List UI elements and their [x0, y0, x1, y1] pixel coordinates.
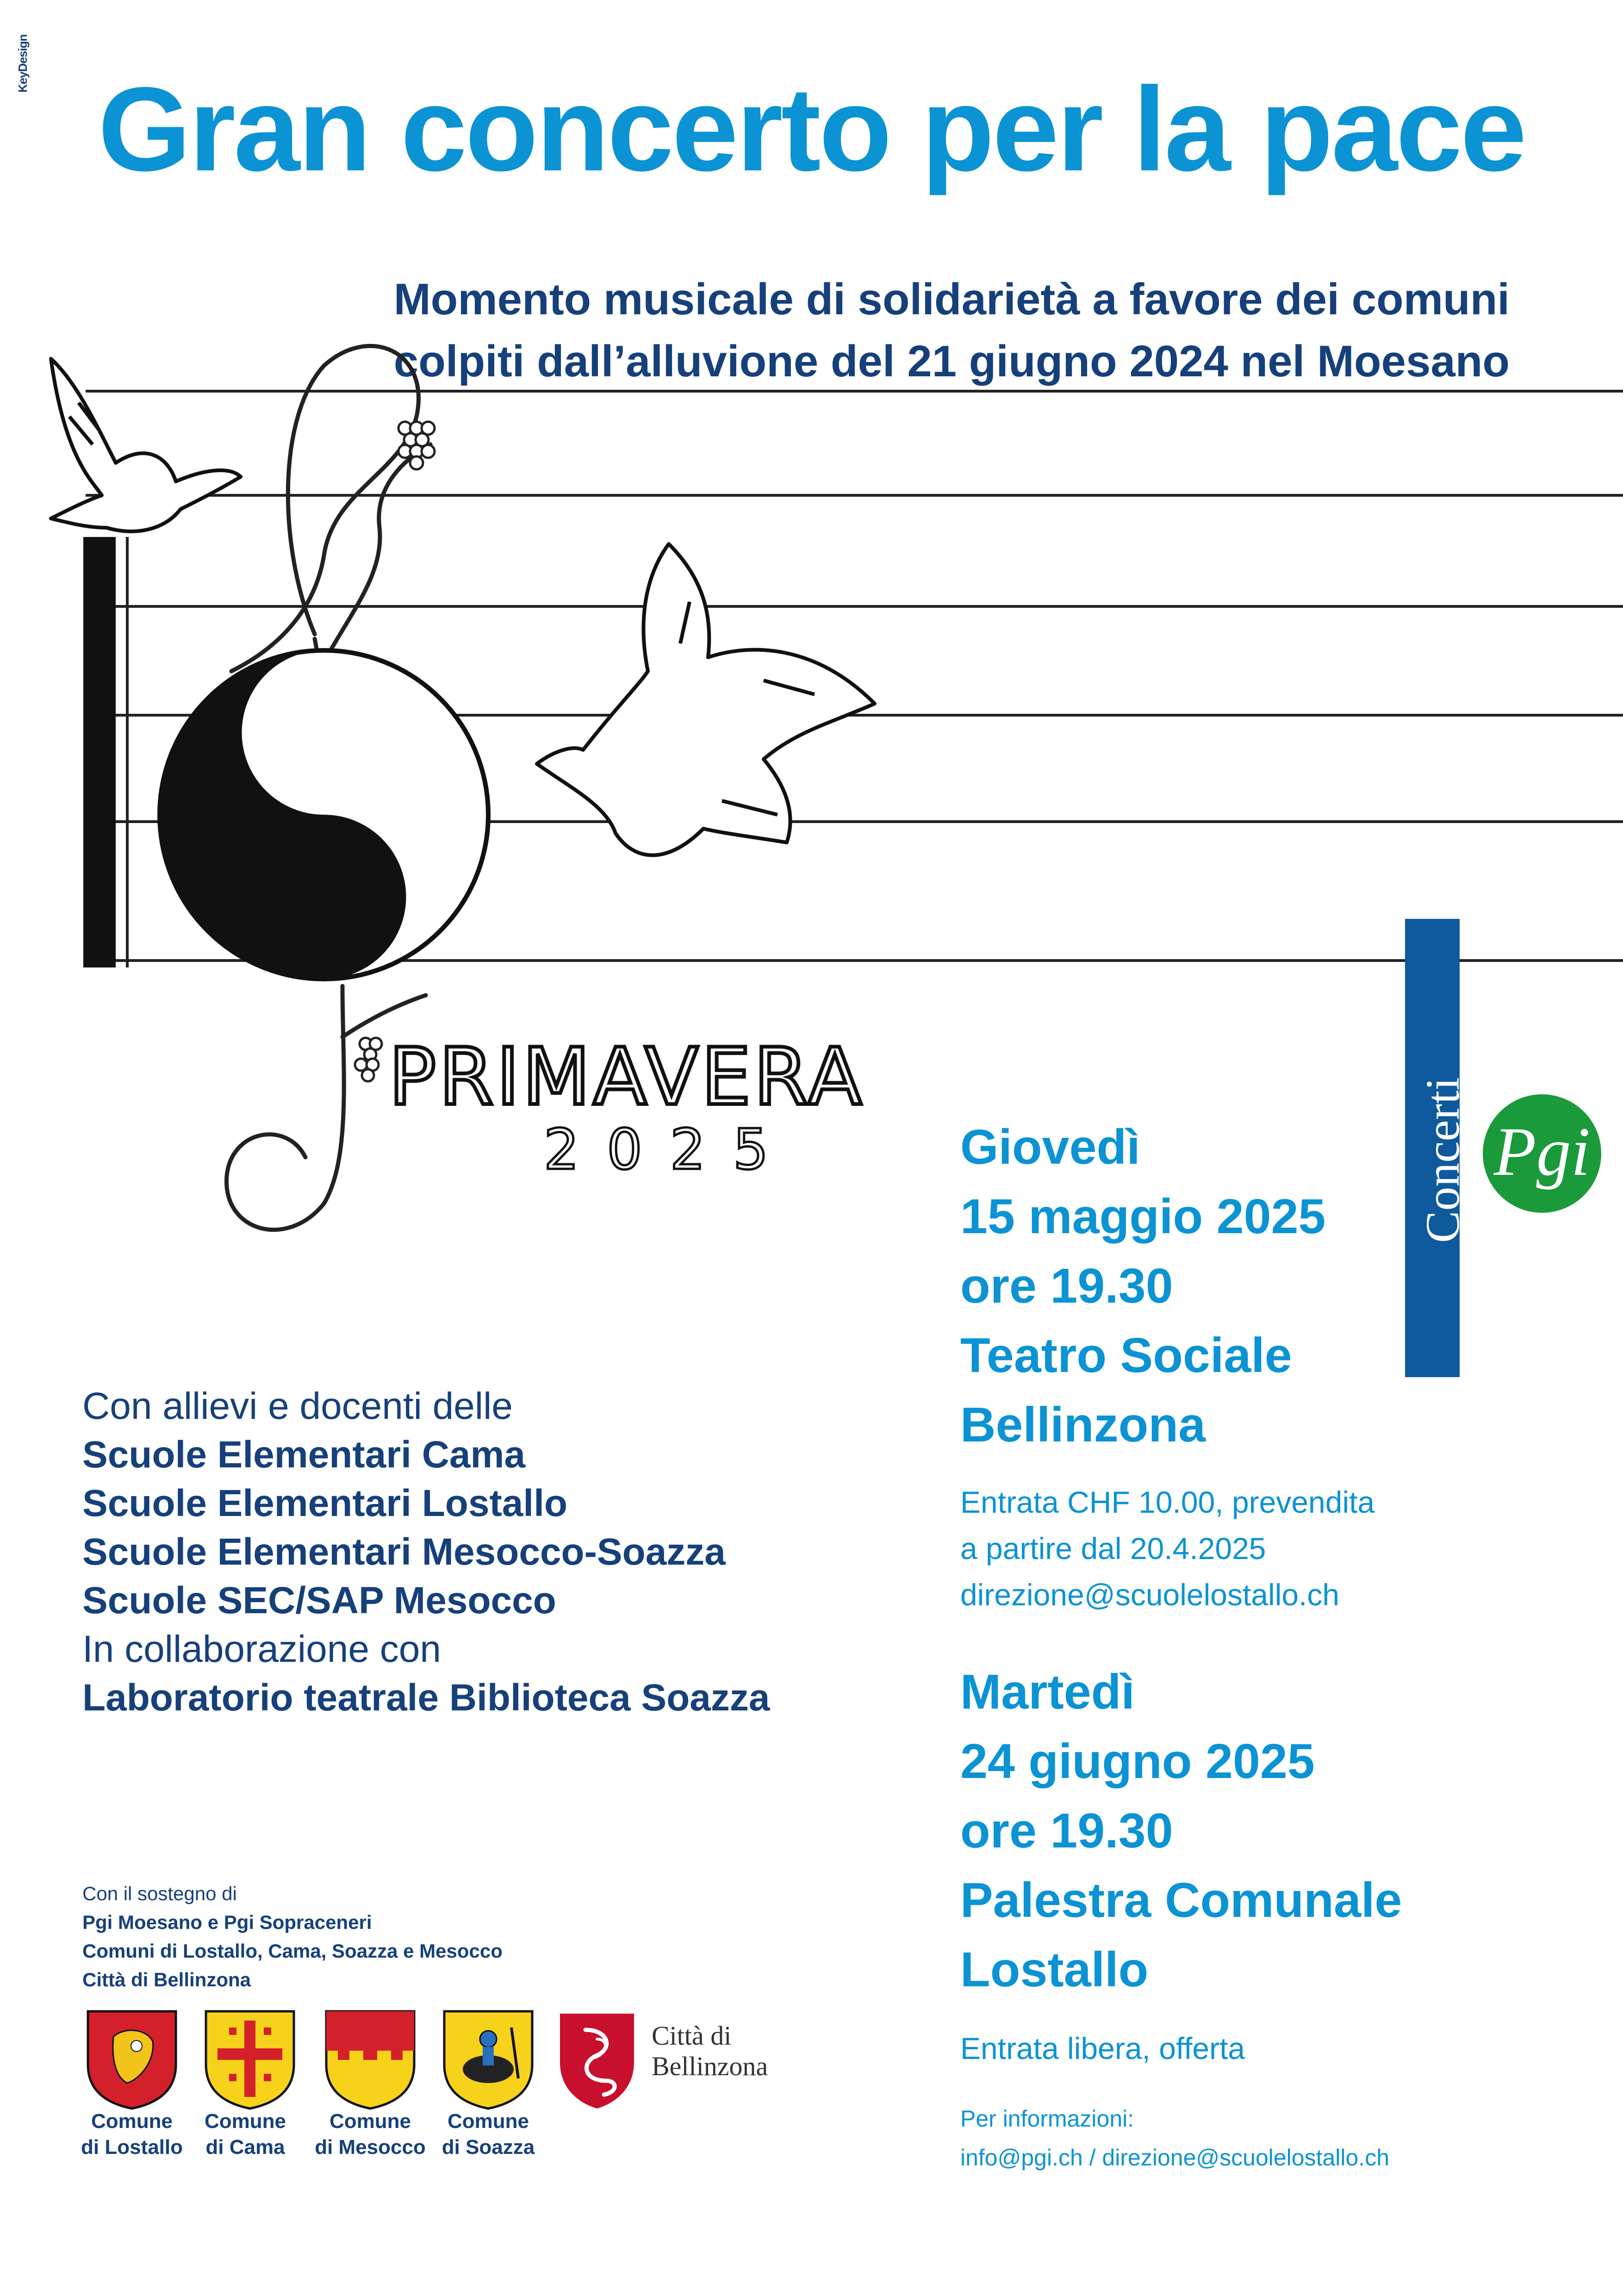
event-1	[960, 1112, 1326, 1460]
mesocco-crest-icon	[324, 2009, 417, 2111]
artwork-word: PRIMAVERA	[389, 1031, 865, 1123]
series-band	[1405, 919, 1469, 1377]
school-item: Scuole Elementari Lostallo	[82, 1482, 568, 1524]
event-1-time: ore 19.30	[960, 1259, 1173, 1313]
event-2-venue: Palestra Comunale	[960, 1873, 1402, 1928]
bellinzona-crest-icon	[558, 2011, 636, 2111]
participants	[82, 1382, 770, 1722]
school-item: Scuole SEC/SAP Mesocco	[82, 1579, 556, 1622]
contact-emails: info@pgi.ch / direzione@scuolelostallo.ch	[960, 2145, 1390, 2171]
event-1-venue: Teatro Sociale	[960, 1328, 1292, 1383]
crest-label-soazza: Comune di Soazza	[442, 2110, 535, 2159]
sponsors	[82, 1879, 503, 1994]
pgi-logo-text: Pgi	[1493, 1113, 1591, 1190]
crest-label-lostallo: Comune di Lostallo	[81, 2110, 183, 2159]
event-2	[960, 1657, 1402, 2004]
crest-label-mesocco: Comune di Mesocco	[315, 2110, 426, 2159]
event-2-city: Lostallo	[960, 1942, 1149, 1997]
yin-yang-symbol	[160, 650, 488, 979]
cama-crest-icon	[204, 2009, 296, 2111]
pgi-logo	[1481, 1092, 1604, 1215]
sponsor-line: Pgi Moesano e Pgi Sopraceneri	[82, 1911, 372, 1933]
crest-label-cama: Comune di Cama	[205, 2110, 286, 2159]
event-1-info-line: Entrata CHF 10.00, prevendita	[960, 1485, 1375, 1519]
designer-credit: KeyDesign	[16, 34, 30, 93]
primavera-illustration	[0, 324, 1623, 1273]
event-1-city: Bellinzona	[960, 1398, 1206, 1452]
artwork-year: 2025	[544, 1118, 796, 1182]
dove-left	[51, 359, 241, 531]
sponsor-line: Città di Bellinzona	[82, 1969, 251, 1990]
event-2-info-line: Entrata libera, offerta	[960, 2031, 1245, 2065]
series-label: Concerti	[1416, 1077, 1469, 1243]
event-1-info	[960, 1479, 1374, 1618]
event-2-day: Martedì	[960, 1665, 1135, 1719]
participants-intro: Con allievi e docenti delle	[82, 1385, 513, 1427]
subtitle-line-2: colpiti dall’alluvione del 21 giugno 2024 nel Moesano	[393, 337, 1510, 387]
subtitle-line-1: Momento musicale di solidarietà a favore dei comuni	[393, 275, 1510, 324]
sponsors-intro: Con il sostegno di	[82, 1883, 237, 1904]
collab-intro: In collaborazione con	[82, 1628, 441, 1670]
event-2-time: ore 19.30	[960, 1803, 1173, 1858]
event-1-day: Giovedì	[960, 1120, 1140, 1174]
contact-label: Per informazioni:	[960, 2106, 1134, 2132]
school-item: Scuole Elementari Mesocco-Soazza	[82, 1531, 726, 1573]
staff-bar	[83, 537, 116, 967]
event-1-email: direzione@scuolelostallo.ch	[960, 1578, 1340, 1612]
dove-center	[537, 544, 875, 855]
event-1-date: 15 maggio 2025	[960, 1189, 1326, 1244]
event-2-date: 24 giugno 2025	[960, 1734, 1315, 1789]
contact-info	[960, 2099, 1389, 2177]
school-item: Scuole Elementari Cama	[82, 1434, 526, 1476]
lostallo-crest-icon	[86, 2009, 178, 2111]
poster-title: Gran concerto per la pace	[98, 62, 1525, 196]
event-1-info-line: a partire dal 20.4.2025	[960, 1531, 1266, 1566]
soazza-crest-icon	[442, 2009, 535, 2111]
collab-partner: Laboratorio teatrale Biblioteca Soazza	[82, 1677, 770, 1719]
bellinzona-label: Città di Bellinzona	[652, 2021, 768, 2081]
sponsor-line: Comuni di Lostallo, Cama, Soazza e Mesocco	[82, 1940, 503, 1962]
event-2-info	[960, 2025, 1245, 2071]
